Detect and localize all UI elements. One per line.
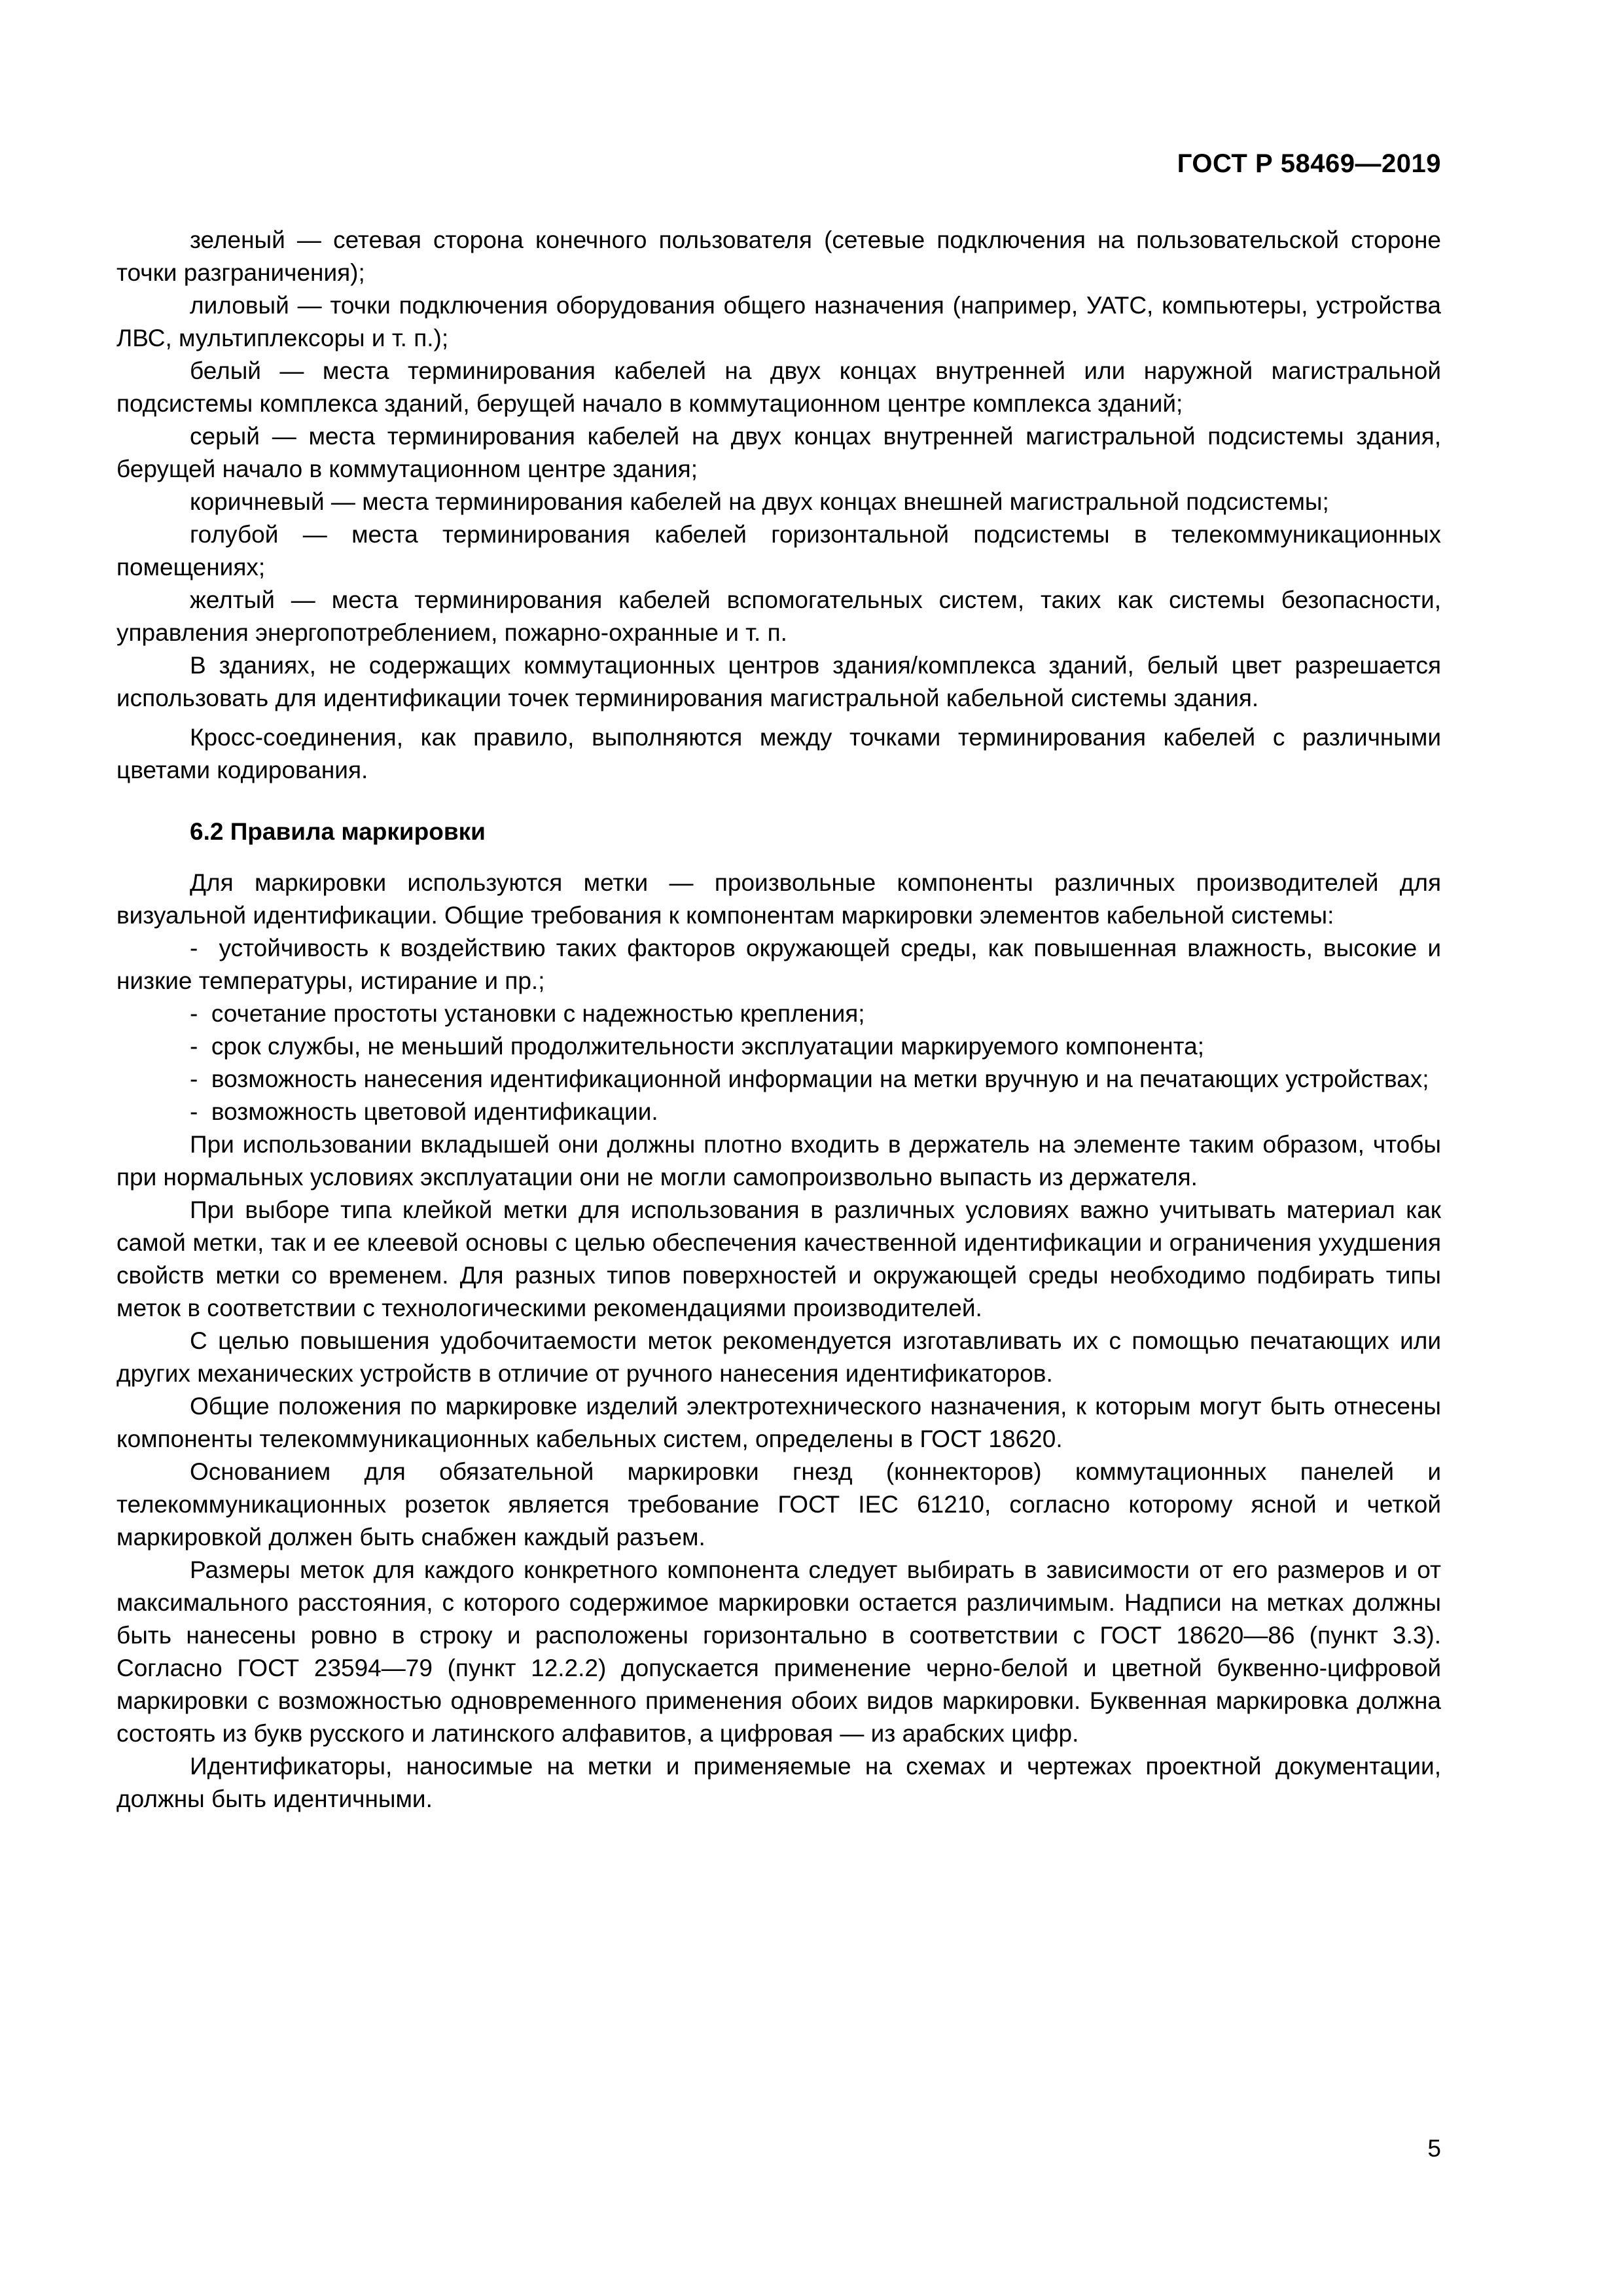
requirement-item: - возможность цветовой идентификации.	[116, 1096, 1441, 1128]
page-number: 5	[1427, 2135, 1441, 2162]
color-code-green: зеленый — сетевая сторона конечного пользователя (сетевые подключения на пользовательской стороне точки разграничения);	[116, 226, 1441, 286]
color-code-blue: голубой — места терминирования кабелей горизонтальной подсистемы в телекоммуникационных помещениях;	[116, 521, 1441, 581]
color-code-yellow: желтый — места терминирования кабелей вспомогательных систем, таких как системы безопасности, управления энергопотреблением, пожарно-охранные и т. п.	[116, 586, 1441, 646]
body-paragraph: С целью повышения удобочитаемости меток рекомендуется изготавливать их с помощью печатающих или других механических устройств в отличие от ручного нанесения идентификаторов.	[116, 1327, 1441, 1387]
body-paragraph: При выборе типа клейкой метки для использования в различных условиях важно учитывать материал как самой метки, так и ее клеевой основы с целью обеспечения качественной идентификации и ограничения ухудшения свойств метки со временем. Для разных типов поверхностей и окружающей среды необходимо подбирать типы меток в соответствии с технологическими рекомендациями производителей.	[116, 1196, 1441, 1321]
color-code-brown: коричневый — места терминирования кабелей на двух концах внешней магистральной подсистемы;	[190, 488, 1329, 515]
body-paragraph: При использовании вкладышей они должны плотно входить в держатель на элементе таким образом, чтобы при нормальных условиях эксплуатации они не могли самопроизвольно выпасть из держателя.	[116, 1131, 1441, 1191]
body-paragraph: Размеры меток для каждого конкретного компонента следует выбирать в зависимости от его размеров и от максимального расстояния, с которого содержимое маркировки остается различимым. Надписи на метках должны быть нанесены ровно в строку и расположены горизонтально в соответствии с ГОСТ 18620—86 (пункт 3.3). Согласно ГОСТ 23594—79 (пункт 12.2.2) допускается применение черно-белой и цветной буквенно-цифровой маркировки с возможностью одновременного применения обоих видов маркировки. Буквенная маркировка должна состоять из букв русского и латинского алфавитов, а цифровая — из арабских цифр.	[116, 1556, 1441, 1747]
body-paragraph: Идентификаторы, наносимые на метки и применяемые на схемах и чертежах проектной документации, должны быть идентичными.	[116, 1753, 1441, 1812]
color-code-white: белый — места терминирования кабелей на двух концах внутренней или наружной магистральной подсистемы комплекса зданий, берущей начало в коммутационном центре комплекса зданий;	[116, 357, 1441, 417]
requirement-item: - возможность нанесения идентификационной информации на метки вручную и на печатающих устройствах;	[116, 1063, 1441, 1096]
cross-connect-note: Кросс-соединения, как правило, выполняются между точками терминирования кабелей с различными цветами кодирования.	[116, 724, 1441, 783]
section-heading: 6.2 Правила маркировки	[190, 818, 486, 845]
requirement-item: - сочетание простоты установки с надежностью крепления;	[116, 997, 1441, 1030]
color-code-violet: лиловый — точки подключения оборудования общего назначения (например, УАТС, компьютеры, устройства ЛВС, мультиплексоры и т. п.);	[116, 292, 1441, 351]
requirements-list	[116, 932, 1441, 1128]
document-code: ГОСТ Р 58469—2019	[1177, 149, 1441, 178]
requirement-item: - срок службы, не меньший продолжительности эксплуатации маркируемого компонента;	[116, 1030, 1441, 1063]
body-paragraph: Общие положения по маркировке изделий электротехнического назначения, к которым могут быть отнесены компоненты телекоммуникационных кабельных систем, определены в ГОСТ 18620.	[116, 1393, 1441, 1452]
color-code-gray: серый — места терминирования кабелей на двух концах внутренней магистральной подсистемы здания, берущей начало в коммутационном центре здания;	[116, 423, 1441, 482]
page-body	[116, 224, 1441, 1816]
requirement-item: - устойчивость к воздействию таких факторов окружающей среды, как повышенная влажность, высокие и низкие температуры, истирание и пр.;	[116, 932, 1441, 997]
section-intro: Для маркировки используются метки — произвольные компоненты различных производителей для визуальной идентификации. Общие требования к компонентам маркировки элементов кабельной системы:	[116, 869, 1441, 929]
body-paragraph: Основанием для обязательной маркировки гнезд (коннекторов) коммутационных панелей и телекоммуникационных розеток является требование ГОСТ IEC 61210, согласно которому ясной и четкой маркировкой должен быть снабжен каждый разъем.	[116, 1458, 1441, 1551]
white-color-note: В зданиях, не содержащих коммутационных центров здания/комплекса зданий, белый цвет разрешается использовать для идентификации точек терминирования магистральной кабельной системы здания.	[116, 652, 1441, 711]
